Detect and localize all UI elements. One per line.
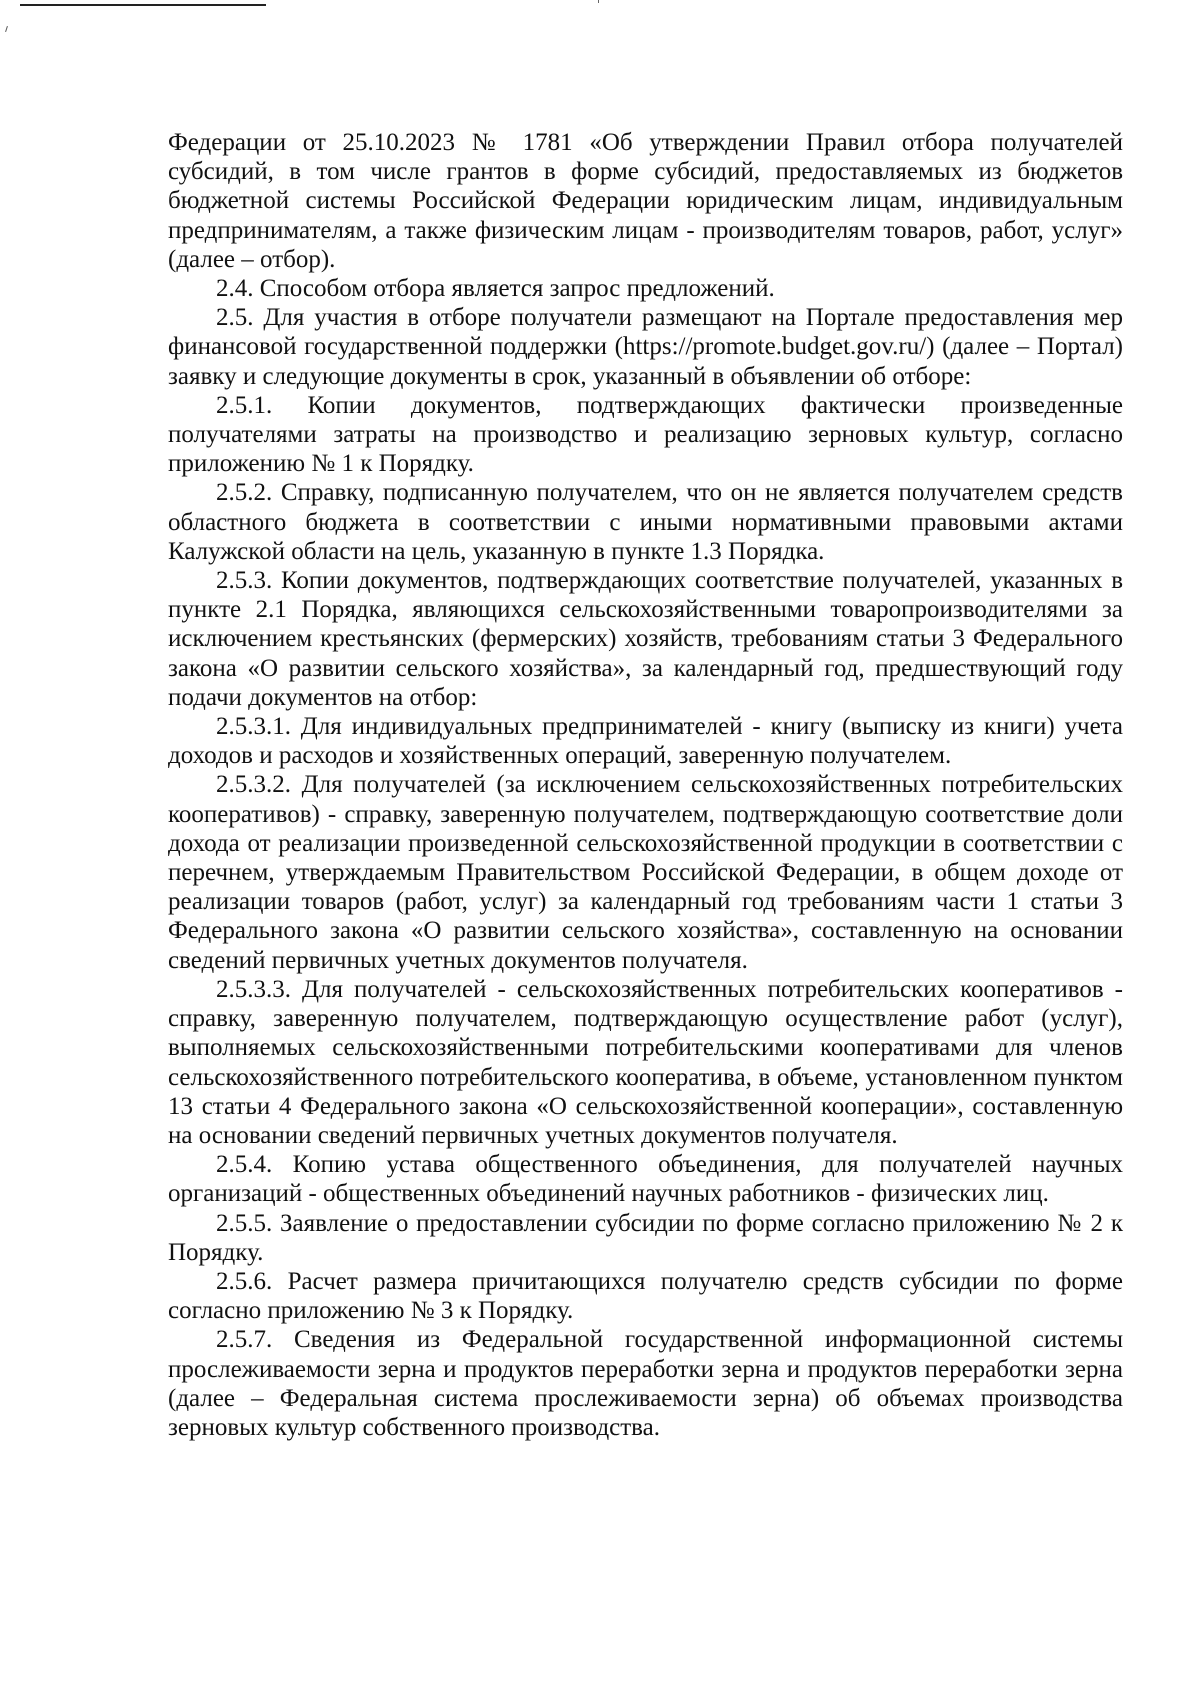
paragraph-2-5-2: 2.5.2. Справку, подписанную получателем, что он не является получателем средств областного бюджета в соответствии с иными нормативными правовыми актами Калужской области на цель, указанную в пункте 1.3 Порядка. — [168, 479, 1123, 565]
paragraph-2-5-4: 2.5.4. Копию устава общественного объединения, для получателей научных организаций - общественных объединений научных работников - физических лиц. — [168, 1151, 1123, 1208]
scan-artifact-rule — [20, 4, 266, 6]
paragraph-2-5-3: 2.5.3. Копии документов, подтверждающих соответствие получателей, указанных в пункте 2.1 Порядка, являющихся сельскохозяйственными товаропроизводителями за исключением крестьянских (фермерских) хозяйств, требованиям статьи 3 Федерального закона «О развитии сельского хозяйства», за календарный год, предшествующий году подачи документов на отбор: — [168, 567, 1123, 711]
scan-artifact-tick — [598, 0, 599, 3]
paragraph-2-5-3-2: 2.5.3.2. Для получателей (за исключением сельскохозяйственных потребительских кооперативов) - справку, заверенную получателем, подтверждающую соответствие доли дохода от реализации произведенной сельскохозяйственной продукции в соответствии с перечнем, утверждаемым Правительством Российской Федерации, в общем доходе от реализации товаров (работ, услуг) за календарный год требованиям части 1 статьи 3 Федерального закона «О развитии сельского хозяйства», составленную на основании сведений первичных учетных документов получателя. — [168, 771, 1123, 974]
paragraph-2-5: 2.5. Для участия в отборе получатели размещают на Портале предоставления мер финансовой государственной поддержки (https://promote.budget.gov.ru/) (далее – Портал) заявку и следующие документы в срок, указанный в объявлении об отборе: — [168, 304, 1123, 390]
document-body — [168, 128, 1123, 1442]
paragraph-2-4: 2.4. Способом отбора является запрос предложений. — [216, 275, 775, 303]
paragraph-continuation: Федерации от 25.10.2023 № 1781 «Об утверждении Правил отбора получателей субсидий, в том числе грантов в форме субсидий, предоставляемых из бюджетов бюджетной системы Российской Федерации юридическим лицам, индивидуальным предпринимателям, а также физическим лицам - производителям товаров, работ, услуг» (далее – отбор). — [168, 129, 1123, 273]
paragraph-2-5-6: 2.5.6. Расчет размера причитающихся получателю средств субсидии по форме согласно приложению № 3 к Порядку. — [168, 1267, 1123, 1325]
paragraph-2-5-1: 2.5.1. Копии документов, подтверждающих фактически произведенные получателями затраты на производство и реализацию зерновых культур, согласно приложению № 1 к Порядку. — [168, 391, 1123, 478]
paragraph-2-5-5: 2.5.5. Заявление о предоставлении субсидии по форме согласно приложению № 2 к Порядку. — [168, 1209, 1123, 1266]
paragraph-2-5-7: 2.5.7. Сведения из Федеральной государственной информационной системы прослеживаемости зерна и продуктов переработки зерна и продуктов переработки зерна (далее – Федеральная система прослеживаемости зерна) об объемах производства зерновых культур собственного производства. — [168, 1326, 1123, 1441]
paragraph-2-5-3-1: 2.5.3.1. Для индивидуальных предпринимателей - книгу (выписку из книги) учета доходов и расходов и хозяйственных операций, заверенную получателем. — [168, 713, 1123, 770]
paragraph-2-5-3-3: 2.5.3.3. Для получателей - сельскохозяйственных потребительских кооперативов - справку, заверенную получателем, подтверждающую осуществление работ (услуг), выполняемых сельскохозяйственными потребительскими кооперативами для членов сельскохозяйственного потребительского кооператива, в объеме, установленном пунктом 13 статьи 4 Федерального закона «О сельскохозяйственной кооперации», составленную на основании сведений первичных учетных документов получателя. — [168, 975, 1123, 1149]
scan-artifact-mark — [5, 26, 8, 32]
